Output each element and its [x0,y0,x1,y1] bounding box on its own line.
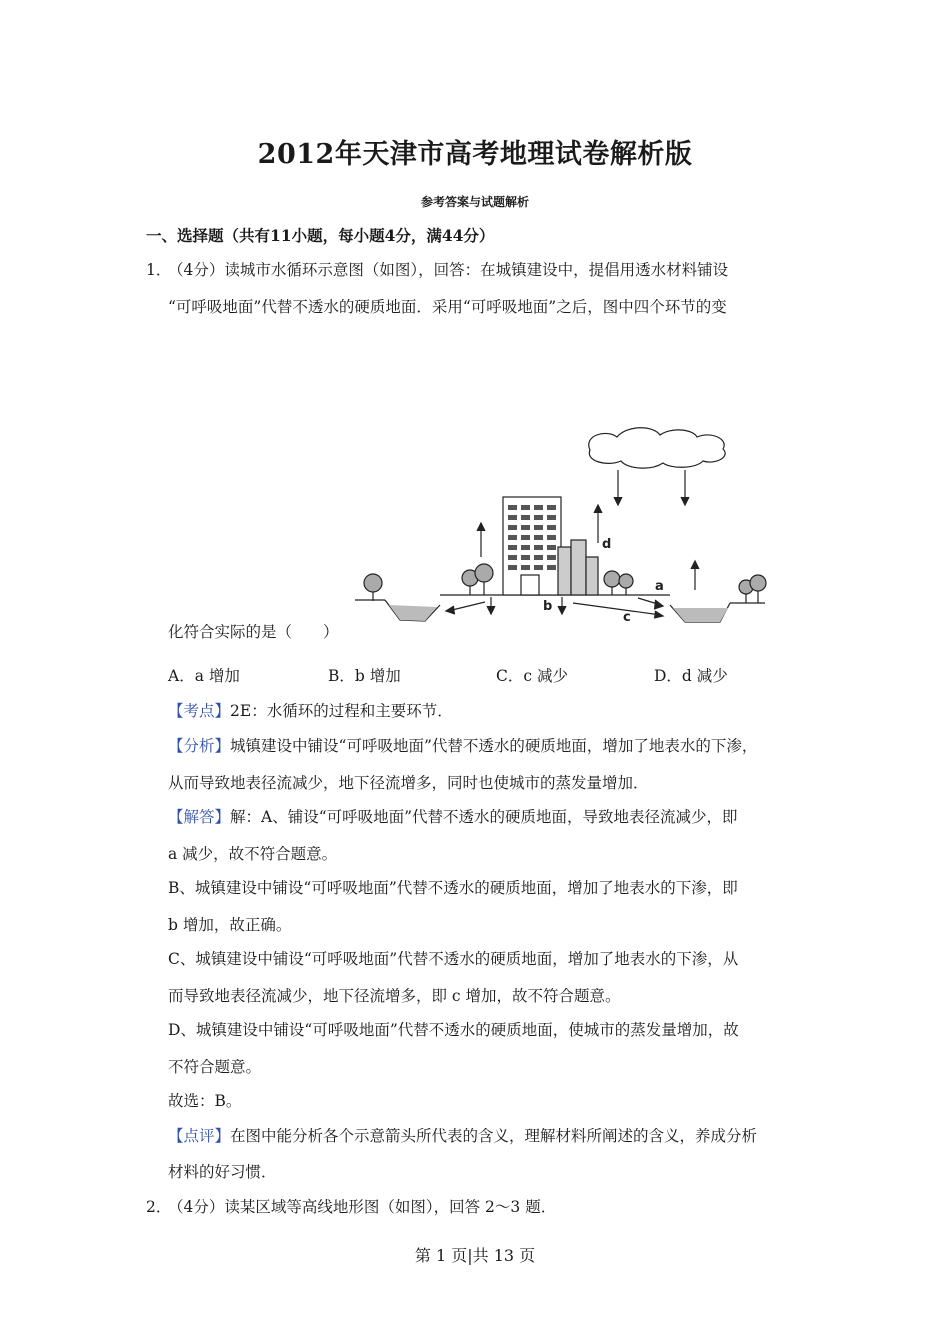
question-1-stem-line1: （4分）读城市水循环示意图（如图），回答：在城镇建设中，提倡用透水材料铺设 [168,261,729,279]
question-2-number: 2． [146,1198,172,1216]
infiltration-arrows [487,597,566,614]
building-window [508,515,517,520]
label-d: d [602,537,612,552]
jieda-tag: 【解答】 [168,808,231,826]
jieda-line2: a 减少，故不符合题意。 [168,845,338,863]
fenxi-line1: 城镇建设中铺设“可呼吸地面”代替不透水的硬质地面，增加了地表水的下渗， [230,737,758,755]
jieda-line3: B、城镇建设中铺设“可呼吸地面”代替不透水的硬质地面，增加了地表水的下渗，即 [168,879,738,897]
building-window [534,515,543,520]
jieda-line8: 不符合题意。 [168,1058,262,1076]
question-1-stem-line3: 化符合实际的是（ ） [168,623,339,641]
question-2-stem: （4分）读某区域等高线地形图（如图），回答 2～3 题． [168,1198,557,1216]
jieda-line6: 而导致地表径流减少，地下径流增多，即 c 增加，故不符合题意。 [168,987,621,1005]
jieda-line5: C、城镇建设中铺设“可呼吸地面”代替不透水的硬质地面，增加了地表水的下渗，从 [168,950,739,968]
option-c[interactable]: C．c 减少 [496,667,568,685]
tree [364,574,382,592]
building-window [547,565,556,570]
jieda-line7: D、城镇建设中铺设“可呼吸地面”代替不透水的硬质地面，使城市的蒸发量增加，故 [168,1021,739,1039]
building-window [521,535,530,540]
building-window [547,515,556,520]
building-window [521,555,530,560]
question-1-number: 1． [146,261,172,279]
building-window [508,545,517,550]
cloud [589,428,725,468]
building-window [508,565,517,570]
page-subtitle: 参考答案与试题解析 [420,195,529,209]
building-window [534,545,543,550]
kaodian-text: 2E：水循环的过程和主要环节． [230,702,453,720]
building-window [547,525,556,530]
option-a[interactable]: A．a 增加 [168,667,240,685]
question-1-stem-line2: “可呼吸地面”代替不透水的硬质地面．采用“可呼吸地面”之后，图中四个环节的变 [168,298,727,316]
jieda-line9: 故选：B。 [168,1092,242,1110]
building-window [521,515,530,520]
urban-water-cycle-diagram [345,425,775,635]
building-window [508,525,517,530]
fenxi-line2: 从而导致地表径流减少，地下径流增多，同时也使城市的蒸发量增加． [168,774,649,792]
dianping-block [168,1124,757,1146]
fenxi-tag: 【分析】 [168,737,231,755]
section-heading: 一、选择题（共有11小题，每小题4分，满44分） [146,226,495,245]
dianping-line1: 在图中能分析各个示意箭头所代表的含义，理解材料所阐述的含义，养成分析 [230,1127,758,1145]
building-window [547,505,556,510]
building-window [534,505,543,510]
kaodian-tag: 【考点】 [168,702,231,720]
dianping-line2: 材料的好习惯． [168,1163,277,1181]
building-window [508,535,517,540]
building-window [521,525,530,530]
jieda-line1: 解：A、铺设“可呼吸地面”代替不透水的硬质地面，导致地表径流减少，即 [230,808,738,826]
label-b: b [543,599,553,614]
building-window [508,555,517,560]
jieda-block [168,805,738,827]
dianping-tag: 【点评】 [168,1127,231,1145]
fenxi-block [168,734,757,756]
tall-building [558,547,571,595]
building-window [508,505,517,510]
kaodian-block [168,699,453,721]
option-b[interactable]: B．b 增加 [328,667,401,685]
label-a: a [655,579,664,594]
option-d[interactable]: D．d 减少 [654,667,728,685]
building-window [534,525,543,530]
building-window [534,565,543,570]
building-window [547,545,556,550]
page-title: 2012年天津市高考地理试卷解析版 [257,139,693,170]
building-window [547,555,556,560]
building-window [521,505,530,510]
building-window [534,535,543,540]
building-window [521,545,530,550]
page-footer: 第 1 页|共 13 页 [414,1246,536,1265]
building-window [521,565,530,570]
jieda-line4: b 增加，故正确。 [168,916,292,934]
label-c: c [623,610,631,625]
building-window [547,535,556,540]
precipitation-arrows [614,470,689,505]
building-window [534,555,543,560]
